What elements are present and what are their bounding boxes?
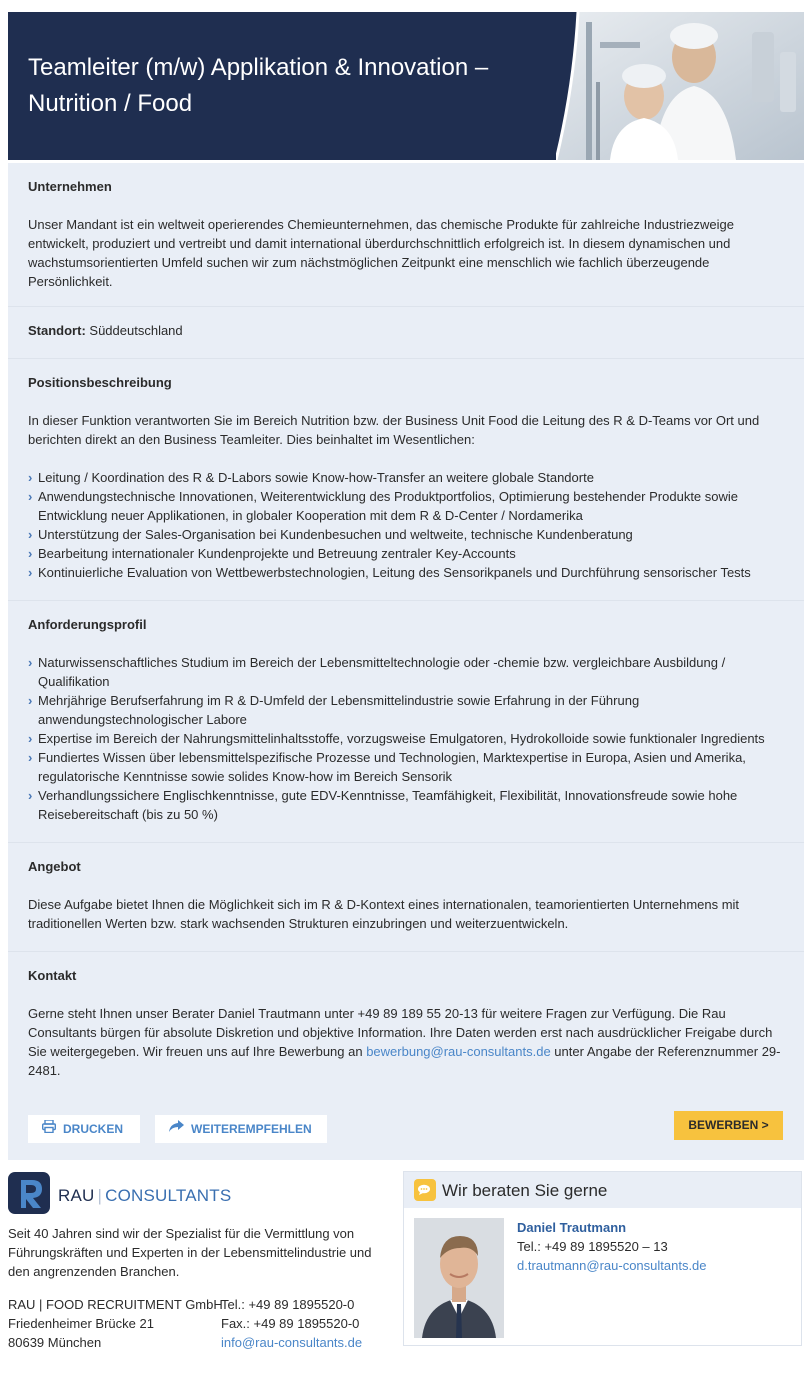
location-label: Standort: — [28, 323, 86, 338]
location-line — [28, 321, 784, 340]
chat-icon — [414, 1179, 436, 1201]
list-item: › Anwendungstechnische Innovationen, Weiterentwicklung des Produktportfolios, Optimierung bestehender Produkte sowie Entwicklung neuer Applikationen, in globaler Kooperation mit dem R & D-Center / Nordamerika — [28, 487, 784, 525]
print-button[interactable] — [28, 1115, 140, 1143]
list-item: › Fundiertes Wissen über lebensmittelspezifische Prozesse und Technologien, Marktexpertise in Europa, Asien und Amerika, regulatorische Kenntnisse sowie solides Know-how im Bereich Sensorik — [28, 748, 784, 786]
share-arrow-icon — [169, 1115, 184, 1143]
address-line: RAU | FOOD RECRUITMENT GmbH — [8, 1297, 223, 1312]
section-title-company: Unternehmen — [28, 179, 112, 194]
company-address — [8, 1295, 223, 1352]
section-location — [8, 307, 804, 359]
location-value: Süddeutschland — [89, 323, 183, 338]
address-line: 80639 München — [8, 1335, 102, 1350]
list-item: › Kontinuierliche Evaluation von Wettbewerbstechnologien, Leitung des Sensorikpanels und Durchführung sensorischer Tests — [28, 563, 784, 582]
contact-text-before: Gerne steht Ihnen unser Berater Daniel Trautmann unter +49 89 189 55 20-13 für weitere Fragen zur Verfügung. Die Rau Consultants bürgen für absolute Diskretion und objektive Information. Ihre Daten werden erst nach ausdrücklicher Freigabe durch Sie weitergegeben. Wir freuen uns auf Ihre Bewerbung an — [28, 1006, 773, 1059]
application-email-link[interactable]: bewerbung@rau-consultants.de — [366, 1044, 551, 1059]
list-item: › Expertise im Bereich der Nahrungsmittelinhaltsstoffe, vorzugsweise Emulgatoren, Hydrokolloide sowie funktionaler Ingredients — [28, 729, 784, 748]
list-item: › Bearbeitung internationaler Kundenprojekte und Betreuung zentraler Key-Accounts — [28, 544, 784, 563]
recommend-label: WEITEREMPFEHLEN — [191, 1122, 312, 1136]
section-title-position: Positionsbeschreibung — [28, 375, 172, 390]
apply-button[interactable]: BEWERBEN > — [674, 1111, 783, 1140]
recommend-button[interactable] — [155, 1115, 327, 1143]
position-list — [28, 468, 784, 582]
company-fax: Fax.: +49 89 1895520-0 — [221, 1316, 360, 1331]
advisor-phone: Tel.: +49 89 1895520 – 13 — [517, 1239, 668, 1254]
company-contact — [221, 1295, 362, 1352]
section-position — [8, 359, 804, 601]
section-title-requirements: Anforderungsprofil — [28, 617, 147, 632]
header-banner — [8, 12, 804, 160]
section-company — [8, 163, 804, 307]
section-title-contact: Kontakt — [28, 968, 77, 983]
section-contact — [8, 952, 804, 1100]
advisor-box — [403, 1171, 802, 1346]
brand-sub: CONSULTANTS — [105, 1186, 232, 1205]
contact-text — [28, 1004, 784, 1080]
list-item: › Unterstützung der Sales-Organisation bei Kundenbesuchen und weltweite, technische Kundenberatung — [28, 525, 784, 544]
list-item: › Verhandlungssichere Englischkenntnisse, gute EDV-Kenntnisse, Teamfähigkeit, Flexibilität, Innovationsfreude sowie hohe Reisebereitschaft (bis zu 50 %) — [28, 786, 784, 824]
company-about: Seit 40 Jahren sind wir der Spezialist für die Vermittlung von Führungskräften und Experten in der Lebensmittelindustrie und den angrenzenden Branchen. — [8, 1226, 372, 1279]
section-requirements — [8, 601, 804, 843]
job-details-card — [8, 163, 804, 1160]
advisor-email-link[interactable]: d.trautmann@rau-consultants.de — [517, 1258, 707, 1273]
list-item: › Naturwissenschaftliches Studium im Bereich der Lebensmitteltechnologie oder -chemie bzw. vergleichbare Ausbildung / Qualifikation — [28, 653, 784, 691]
advisor-portrait — [414, 1218, 504, 1338]
print-label: DRUCKEN — [63, 1122, 123, 1136]
requirements-list — [28, 653, 784, 824]
printer-icon — [42, 1115, 56, 1143]
position-intro: In dieser Funktion verantworten Sie im Bereich Nutrition bzw. der Business Unit Food die Leitung des R & D-Teams vor Ort und berichten direkt an den Business Teamleiter. Dies beinhaltet im Wesentlichen: — [28, 413, 760, 447]
list-item: › Mehrjährige Berufserfahrung im R & D-Umfeld der Lebensmittelindustrie sowie Erfahrung in der Führung anwendungstechnologischer Labore — [28, 691, 784, 729]
section-title-offer: Angebot — [28, 859, 81, 874]
company-description: Unser Mandant ist ein weltweit operierendes Chemieunternehmen, das chemische Produkte für zahlreiche Industriezweige entwickelt, produziert und vertreibt und damit international überdurchschnittlich erfolgreich ist. In diesem dynamischen und wachstumsorientierten Umfeld suchen wir zum nächstmöglichen Zeitpunkt eine menschlich wie fachlich überzeugende Persönlichkeit. — [28, 217, 734, 289]
advisor-name: Daniel Trautmann — [517, 1220, 627, 1235]
rau-logo-icon — [8, 1172, 50, 1219]
offer-text: Diese Aufgabe bietet Ihnen die Möglichkeit sich im R & D-Kontext eines internationalen, teamorientierten Unternehmens mit traditionellen Werten bzw. stark wachsenden Strukturen einzubringen und weiterzuentwickeln. — [28, 897, 740, 931]
contact-text-after: unter Angabe der Referenznummer 29-2481. — [28, 1044, 781, 1078]
brand-main: RAU — [58, 1186, 95, 1205]
brand-separator: | — [97, 1186, 103, 1205]
advisor-header — [404, 1172, 801, 1208]
section-offer — [8, 843, 804, 952]
brand-name — [58, 1186, 231, 1205]
header-photo — [556, 12, 804, 160]
list-item: › Leitung / Koordination des R & D-Labors sowie Know-how-Transfer an weitere globale Standorte — [28, 468, 784, 487]
advisor-details — [517, 1218, 707, 1275]
address-line: Friedenheimer Brücke 21 — [8, 1316, 154, 1331]
advisor-heading: Wir beraten Sie gerne — [442, 1180, 608, 1200]
company-email-link[interactable]: info@rau-consultants.de — [221, 1335, 363, 1350]
company-phone: Tel.: +49 89 1895520-0 — [221, 1297, 355, 1312]
page-title: Teamleiter (m/w) Applikation & Innovation – Nutrition / Food — [28, 54, 489, 117]
brand-logo — [8, 1172, 231, 1219]
action-bar — [8, 1109, 804, 1145]
